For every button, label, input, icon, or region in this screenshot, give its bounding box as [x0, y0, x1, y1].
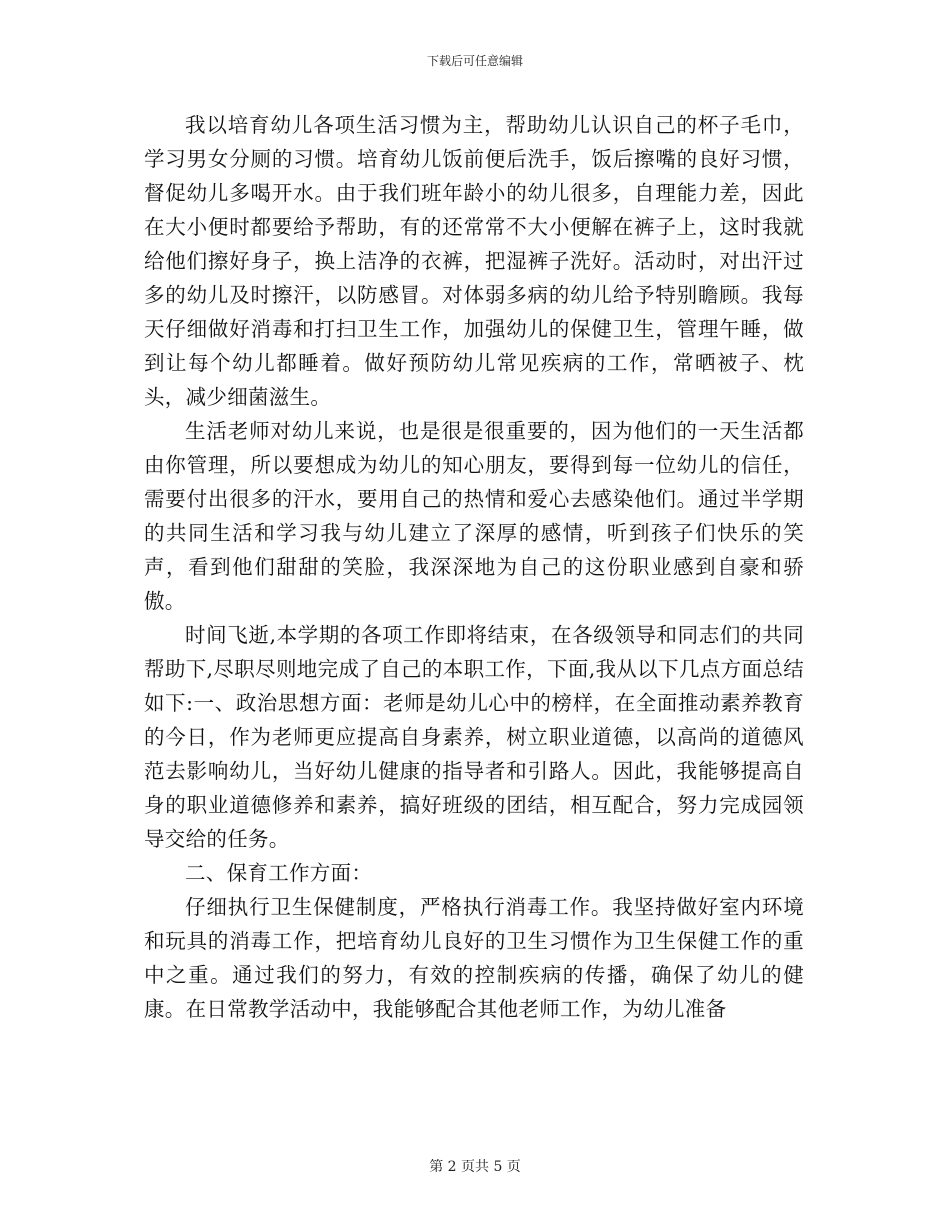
- paragraph-3: 时间飞逝,本学期的各项工作即将结束，在各级领导和同志们的共同帮助下,尽职尽则地完成了自己的本职工作，下面,我从以下几点方面总结如下:一、政治思想方面：老师是幼儿心中的榜样，在全面推动素养教育的今日，作为老师更应提高自身素养，树立职业道德，以高尚的道德风范去影响幼儿，当好幼儿健康的指导者和引路人。因此，我能够提高自身的职业道德修养和素养，搞好班级的团结，相互配合，努力完成园领导交给的任务。: [144, 623, 804, 851]
- paragraph-2: 生活老师对幼儿来说，也是很是很重要的，因为他们的一天生活都由你管理，所以要想成为幼儿的知心朋友，要得到每一位幼儿的信任，需要付出很多的汗水，要用自己的热情和爱心去感染他们。通过半学期的共同生活和学习我与幼儿建立了深厚的感情，听到孩子们快乐的笑声，看到他们甜甜的笑脸，我深深地为自己的这份职业感到自豪和骄傲。: [144, 419, 804, 613]
- paragraph-4: 仔细执行卫生保健制度，严格执行消毒工作。我坚持做好室内环境和玩具的消毒工作，把培育幼儿良好的卫生习惯作为卫生保健工作的重中之重。通过我们的努力，有效的控制疾病的传播，确保了幼儿的健康。在日常教学活动中，我能够配合其他老师工作，为幼儿准备: [144, 895, 804, 1021]
- document-body: [144, 108, 804, 1026]
- page-footer: 第 2 页共 5 页: [429, 1159, 521, 1175]
- section-heading: 二、保育工作方面：: [185, 861, 373, 885]
- paragraph-1: 我以培育幼儿各项生活习惯为主，帮助幼儿认识自己的杯子毛巾，学习男女分厕的习惯。培育幼儿饭前便后洗手，饭后擦嘴的良好习惯，督促幼儿多喝开水。由于我们班年龄小的幼儿很多，自理能力差，因此在大小便时都要给予帮助，有的还常常不大小便解在裤子上，这时我就给他们擦好身子，换上洁净的衣裤，把湿裤子洗好。活动时，对出汗过多的幼儿及时擦汗，以防感冒。对体弱多病的幼儿给予特别瞻顾。我每天仔细做好消毒和打扫卫生工作，加强幼儿的保健卫生，管理午睡，做到让每个幼儿都睡着。做好预防幼儿常见疾病的工作，常晒被子、枕头，减少细菌滋生。: [144, 113, 804, 409]
- page-header: 下载后可任意编辑: [426, 54, 523, 68]
